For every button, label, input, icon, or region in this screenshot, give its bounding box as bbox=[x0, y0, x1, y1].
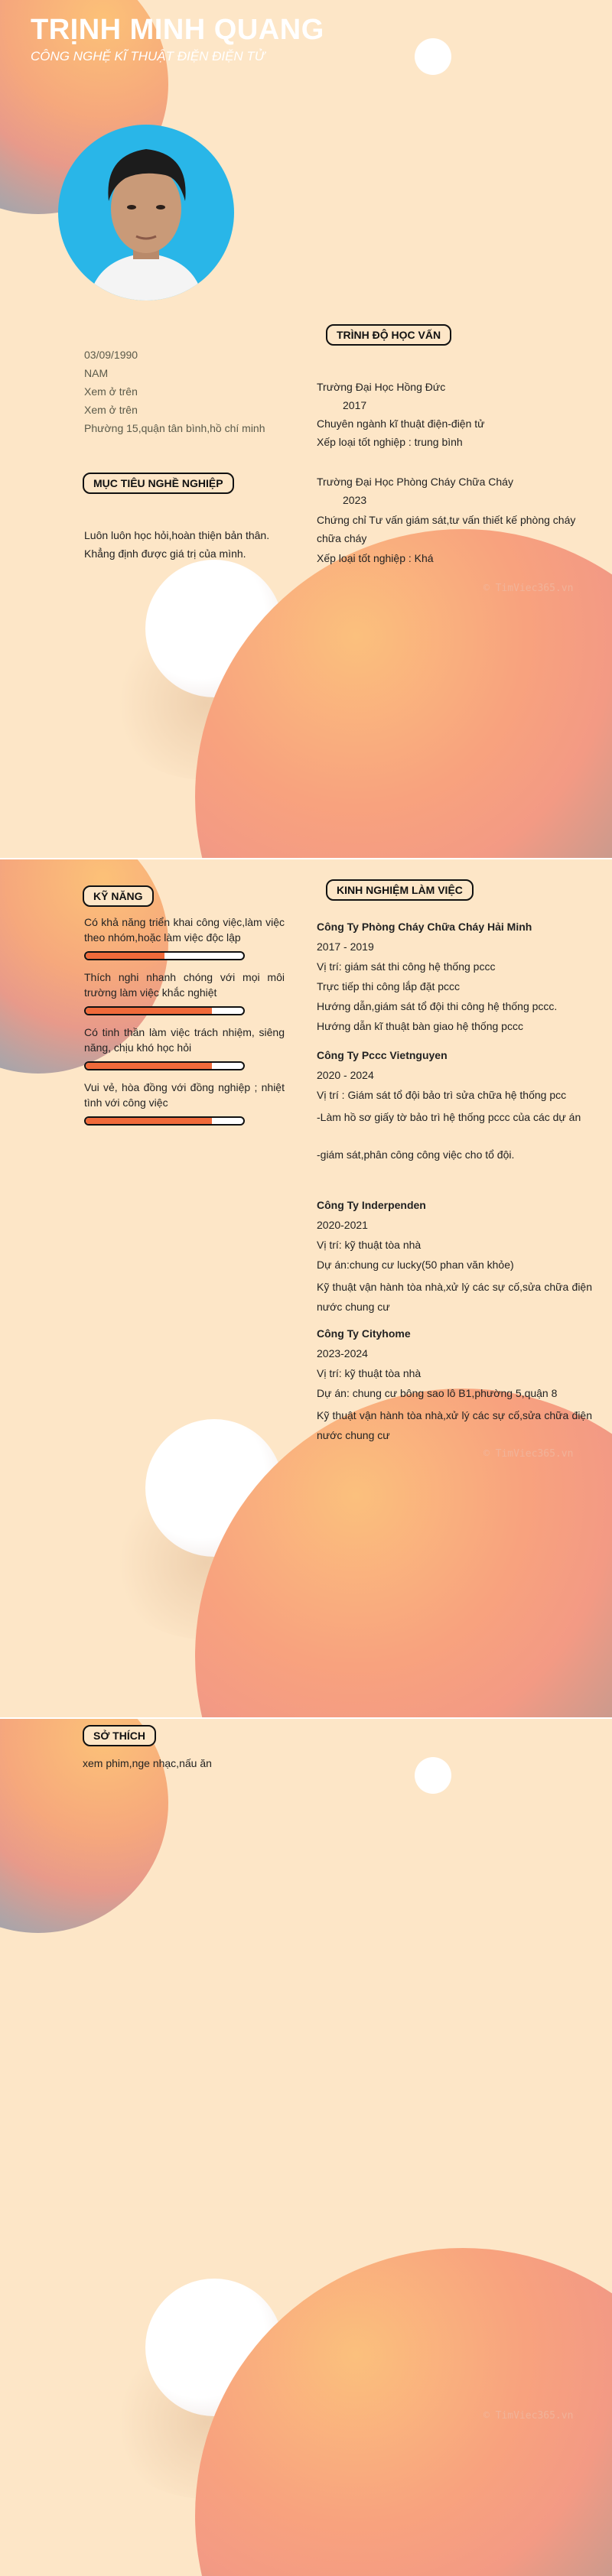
edu-1-grade: Xếp loại tốt nghiệp : trung bình bbox=[317, 436, 463, 448]
exp-4-company: Công Ty Cityhome bbox=[317, 1327, 411, 1340]
candidate-title: CÔNG NGHỆ KĨ THUẬT ĐIỆN ĐIỆN TỬ bbox=[31, 49, 265, 63]
edu-1-school: Trường Đại Học Hồng Đức bbox=[317, 381, 446, 393]
skill-2-text: Thích nghi nhanh chóng với mọi môi trường làm việc khắc nghiệt bbox=[84, 971, 285, 999]
skill-4-fill bbox=[86, 1118, 212, 1124]
hobbies-heading: SỞ THÍCH bbox=[83, 1725, 156, 1746]
dob: 03/09/1990 bbox=[84, 349, 138, 361]
exp-3-period: 2020-2021 bbox=[317, 1219, 368, 1231]
skill-2-bar bbox=[84, 1006, 245, 1015]
edu-2-school: Trường Đại Học Phòng Cháy Chữa Cháy bbox=[317, 476, 513, 488]
watermark: © TimViec365.vn bbox=[483, 1448, 574, 1460]
experience-heading: KINH NGHIỆM LÀM VIỆC bbox=[326, 879, 474, 901]
avatar-portrait bbox=[58, 125, 234, 300]
edu-2-major: Chứng chỉ Tư vấn giám sát,tư vấn thiết kế phòng cháy chữa cháy bbox=[317, 514, 576, 544]
watermark: © TimViec365.vn bbox=[483, 583, 574, 594]
skill-3-bar bbox=[84, 1061, 245, 1070]
hobbies-text: xem phim,nge nhạc,nấu ăn bbox=[83, 1757, 212, 1769]
exp-1-line-2: Trực tiếp thi công lắp đặt pccc bbox=[317, 980, 461, 992]
edu-1-major: Chuyên ngành kĩ thuật điện-điện tử bbox=[317, 417, 485, 430]
exp-3-line-3: Kỹ thuật vận hành tòa nhà,xử lý các sự cố,sửa chữa điện nước chung cư bbox=[317, 1281, 592, 1313]
skill-3-text: Có tinh thần làm việc trách nhiệm, siêng năng, chịu khó học hỏi bbox=[84, 1026, 285, 1054]
exp-4-line-1: Vị trí: kỹ thuật tòa nhà bbox=[317, 1367, 422, 1379]
cv-page-1 bbox=[0, 0, 612, 858]
cv-page-3 bbox=[0, 1719, 612, 2576]
skill-1-bar bbox=[84, 951, 245, 960]
exp-1-company: Công Ty Phòng Cháy Chữa Cháy Hải Minh bbox=[317, 921, 532, 933]
exp-2-company: Công Ty Pccc Vietnguyen bbox=[317, 1049, 448, 1061]
edu-2-grade: Xếp loại tốt nghiệp : Khá bbox=[317, 552, 434, 564]
skill-2-fill bbox=[86, 1008, 212, 1014]
skill-1-text: Có khả năng triển khai công việc,làm việc theo nhóm,hoặc làm việc độc lập bbox=[84, 916, 285, 944]
avatar bbox=[58, 125, 234, 300]
exp-3-line-1: Vị trí: kỹ thuật tòa nhà bbox=[317, 1239, 422, 1251]
skill-4-text: Vui vẻ, hòa đồng với đồng nghiệp ; nhiệt tình với công việc bbox=[84, 1081, 285, 1109]
exp-3-company: Công Ty Inderpenden bbox=[317, 1199, 426, 1211]
skills-heading: KỸ NĂNG bbox=[83, 885, 154, 907]
education-heading: TRÌNH ĐỘ HỌC VẤN bbox=[326, 324, 451, 346]
exp-1-line-4: Hướng dẫn kĩ thuật bàn giao hệ thống pccc bbox=[317, 1020, 523, 1032]
email: Xem ở trên bbox=[84, 404, 138, 416]
skill-1-fill bbox=[86, 953, 164, 959]
objective-heading: MỤC TIÊU NGHỀ NGHIỆP bbox=[83, 473, 234, 494]
skill-4-bar bbox=[84, 1116, 245, 1126]
exp-2-line-1: Vị trí : Giám sát tổ đội bảo trì sửa chữa hệ thống pcc bbox=[317, 1089, 567, 1101]
decor-blob-top-left bbox=[0, 1719, 168, 1933]
address: Phường 15,quận tân bình,hồ chí minh bbox=[84, 422, 265, 434]
candidate-name: TRỊNH MINH QUANG bbox=[31, 14, 324, 46]
phone: Xem ở trên bbox=[84, 385, 138, 398]
exp-2-line-3: -giám sát,phân công công việc cho tổ đội. bbox=[317, 1148, 515, 1161]
exp-2-period: 2020 - 2024 bbox=[317, 1069, 374, 1081]
exp-3-line-2: Dự án:chung cư lucky(50 phan văn khỏe) bbox=[317, 1259, 514, 1271]
gender: NAM bbox=[84, 367, 109, 379]
cv-page-2 bbox=[0, 859, 612, 1717]
edu-1-year: 2017 bbox=[343, 399, 367, 411]
edu-2-year: 2023 bbox=[343, 494, 367, 506]
exp-4-line-2: Dự án: chung cư bông sao lô B1,phường 5,quận 8 bbox=[317, 1387, 558, 1399]
watermark: © TimViec365.vn bbox=[483, 2410, 574, 2422]
skill-3-fill bbox=[86, 1063, 212, 1069]
exp-2-line-2: -Làm hồ sơ giấy tờ bảo trì hệ thống pccc của các dự án bbox=[317, 1111, 581, 1123]
exp-4-period: 2023-2024 bbox=[317, 1347, 368, 1359]
decor-dot bbox=[415, 38, 451, 75]
exp-1-line-3: Hướng dẫn,giám sát tổ đội thi công hệ thống pccc. bbox=[317, 1000, 558, 1012]
exp-4-line-3: Kỹ thuật vận hành tòa nhà,xử lý các sự cố,sửa chữa điện nước chung cư bbox=[317, 1409, 592, 1441]
objective-text: Luôn luôn học hỏi,hoàn thiện bản thân. Khẳng định được giá trị của mình. bbox=[84, 529, 270, 560]
decor-dot bbox=[415, 1757, 451, 1794]
exp-1-line-1: Vị trí: giám sát thi công hệ thống pccc bbox=[317, 960, 496, 973]
exp-1-period: 2017 - 2019 bbox=[317, 940, 374, 953]
